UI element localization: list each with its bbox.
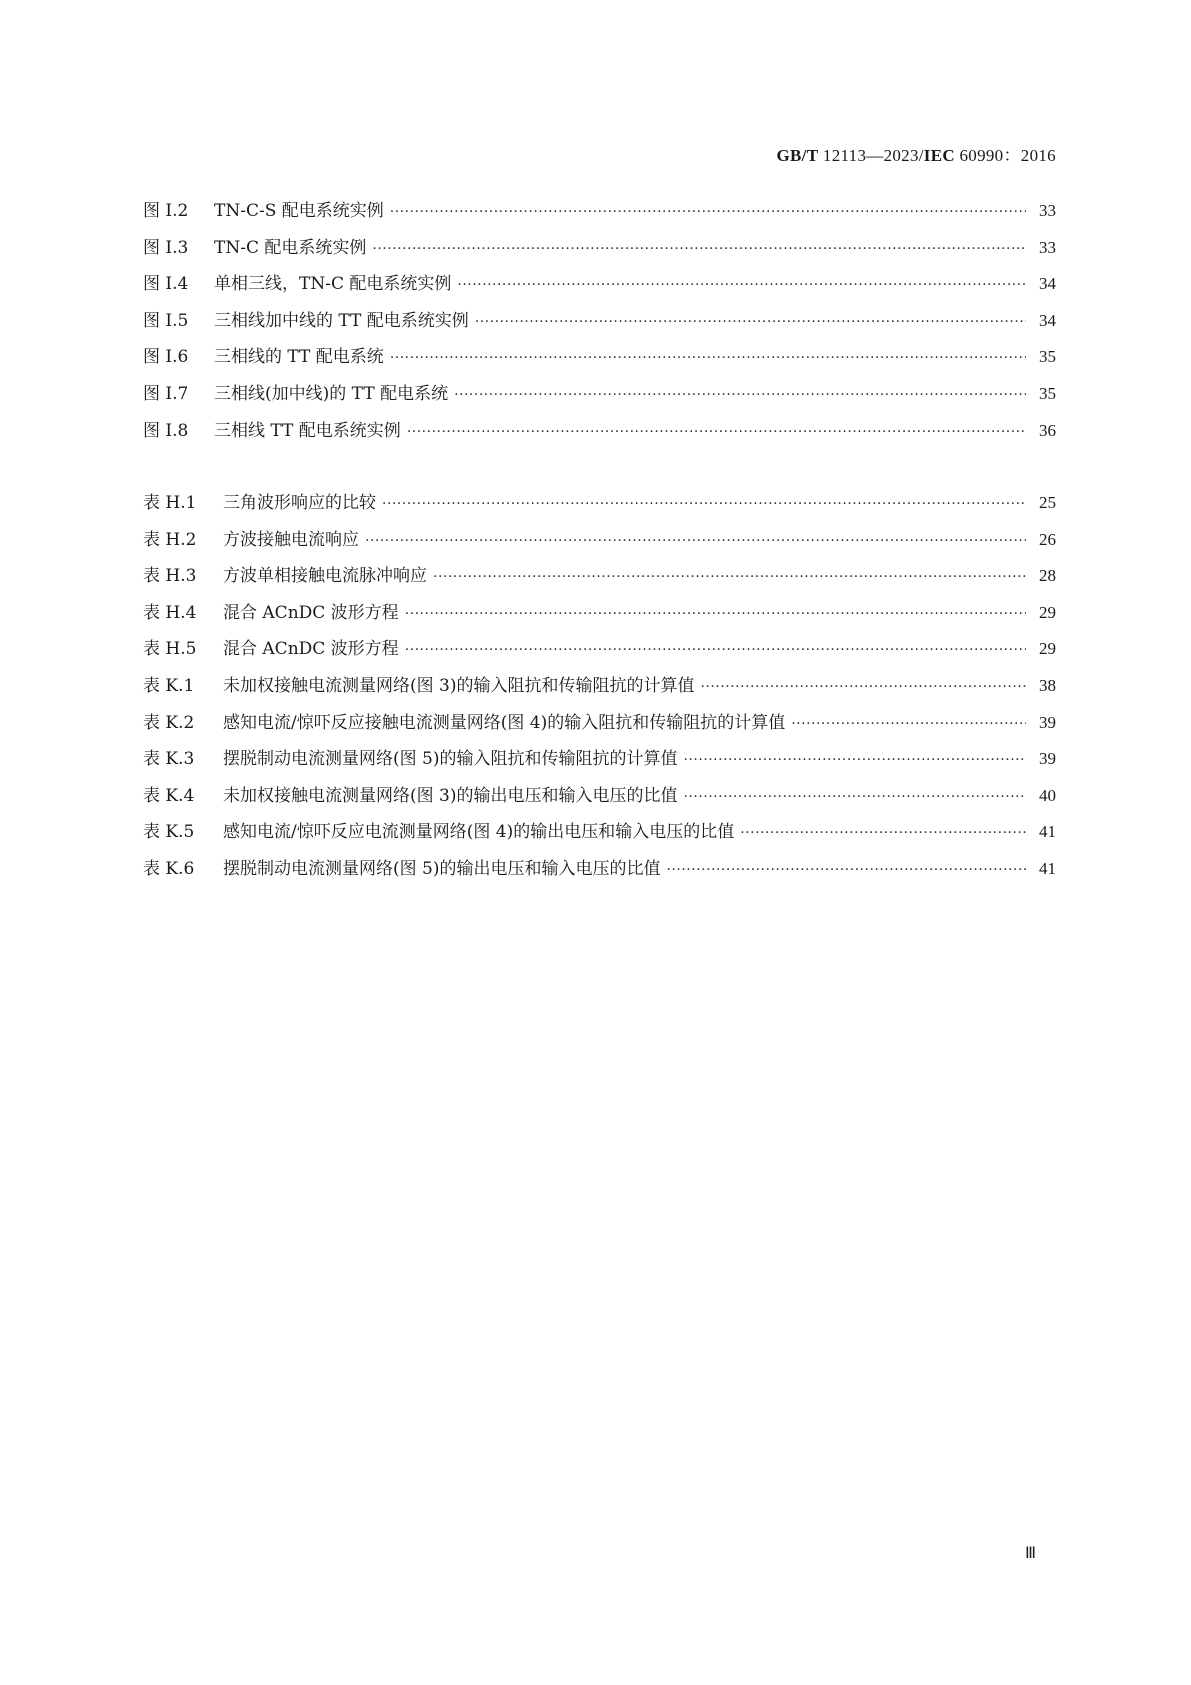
entry-title: 摆脱制动电流测量网络(图 5)的输出电压和输入电压的比值 xyxy=(223,858,661,879)
leader-dots xyxy=(683,752,1026,768)
entry-label: 表 K.1 xyxy=(143,675,195,696)
entry-label: 表 H.2 xyxy=(143,529,197,550)
toc-entry[interactable] xyxy=(143,416,1056,453)
entry-title: 三相线的 TT 配电系统 xyxy=(214,347,384,368)
toc-entry[interactable] xyxy=(143,598,1056,635)
entry-page: 38 xyxy=(1039,675,1056,695)
leader-dots xyxy=(475,314,1026,330)
entry-label: 表 K.6 xyxy=(143,858,195,879)
toc-entry[interactable] xyxy=(143,781,1056,818)
entry-label: 表 K.3 xyxy=(143,749,195,770)
leader-dots xyxy=(407,424,1026,440)
entry-page: 26 xyxy=(1039,529,1056,549)
leader-dots xyxy=(700,679,1026,695)
entry-label: 图 I.7 xyxy=(143,383,189,404)
entry-title: 混合 ACnDC 波形方程 xyxy=(223,639,399,660)
header-std: IEC xyxy=(923,146,955,165)
leader-dots xyxy=(457,277,1026,293)
toc-entry[interactable] xyxy=(143,525,1056,562)
entry-label: 图 I.2 xyxy=(143,201,189,221)
entry-page: 33 xyxy=(1039,201,1056,220)
toc-entry[interactable] xyxy=(143,233,1056,270)
toc-entry[interactable] xyxy=(143,854,1056,891)
entry-title: 三相线(加中线)的 TT 配电系统 xyxy=(214,383,449,404)
leader-dots xyxy=(433,569,1026,585)
header-prefix: GB/T xyxy=(776,146,819,165)
header-code: 12113—2023/ xyxy=(818,146,924,165)
leader-dots xyxy=(382,496,1026,512)
toc-entry[interactable] xyxy=(143,708,1056,745)
entry-page: 29 xyxy=(1039,639,1056,659)
entry-page: 39 xyxy=(1039,749,1056,769)
toc-entry[interactable] xyxy=(143,744,1056,781)
entry-title: 摆脱制动电流测量网络(图 5)的输入阻抗和传输阻抗的计算值 xyxy=(223,749,678,770)
entry-page: 41 xyxy=(1039,858,1056,878)
entry-page: 29 xyxy=(1039,602,1056,622)
entry-title: TN-C-S 配电系统实例 xyxy=(214,201,384,221)
entry-label: 表 K.2 xyxy=(143,712,195,733)
entry-page: 28 xyxy=(1039,566,1056,586)
entry-label: 图 I.8 xyxy=(143,420,189,441)
entry-title: 单相三线，TN-C 配电系统实例 xyxy=(214,274,452,295)
header-std-code: 60990：2016 xyxy=(954,146,1056,165)
entry-title: 三角波形响应的比较 xyxy=(223,493,376,513)
entry-title: 方波单相接触电流脉冲响应 xyxy=(223,566,427,587)
standard-header xyxy=(777,141,1056,166)
entry-label: 图 I.3 xyxy=(143,237,189,258)
entry-label: 表 H.4 xyxy=(143,602,197,623)
leader-dots xyxy=(372,241,1026,257)
entry-page: 41 xyxy=(1039,822,1056,842)
toc-entry[interactable] xyxy=(143,817,1056,854)
entry-title: TN-C 配电系统实例 xyxy=(214,237,367,258)
toc-entry[interactable] xyxy=(143,634,1056,671)
entry-title: 混合 ACnDC 波形方程 xyxy=(223,602,399,623)
entry-page: 34 xyxy=(1039,310,1056,330)
toc-entry[interactable] xyxy=(143,342,1056,379)
entry-page: 35 xyxy=(1039,347,1056,367)
entry-label: 表 K.4 xyxy=(143,785,195,806)
leader-dots xyxy=(740,825,1026,841)
entry-title: 方波接触电流响应 xyxy=(223,529,359,550)
leader-dots xyxy=(390,350,1026,366)
entry-title: 感知电流/惊吓反应电流测量网络(图 4)的输出电压和输入电压的比值 xyxy=(223,822,735,843)
entry-page: 40 xyxy=(1039,785,1056,805)
entry-page: 25 xyxy=(1039,493,1056,512)
toc-entry[interactable] xyxy=(143,379,1056,416)
toc-entry[interactable] xyxy=(143,561,1056,598)
page-number: Ⅲ xyxy=(1025,1545,1037,1562)
entry-page: 39 xyxy=(1039,712,1056,732)
leader-dots xyxy=(666,862,1026,878)
entry-page: 35 xyxy=(1039,383,1056,403)
leader-dots xyxy=(365,533,1026,549)
table-list xyxy=(143,488,1056,891)
entry-label: 表 H.3 xyxy=(143,566,197,587)
entry-label: 图 I.5 xyxy=(143,310,189,331)
entry-label: 图 I.4 xyxy=(143,274,189,295)
entry-page: 36 xyxy=(1039,420,1056,440)
toc-entry[interactable] xyxy=(143,196,1056,233)
leader-dots xyxy=(683,789,1026,805)
leader-dots xyxy=(405,642,1026,658)
leader-dots xyxy=(791,716,1026,732)
entry-page: 33 xyxy=(1039,237,1056,257)
toc-entry[interactable] xyxy=(143,269,1056,306)
toc-entry[interactable] xyxy=(143,306,1056,343)
toc-entry[interactable] xyxy=(143,671,1056,708)
entry-title: 未加权接触电流测量网络(图 3)的输入阻抗和传输阻抗的计算值 xyxy=(223,675,695,696)
entry-title: 三相线加中线的 TT 配电系统实例 xyxy=(214,310,469,331)
entry-title: 未加权接触电流测量网络(图 3)的输出电压和输入电压的比值 xyxy=(223,785,678,806)
toc-entry[interactable] xyxy=(143,488,1056,525)
entry-label: 表 K.5 xyxy=(143,822,195,843)
figure-list xyxy=(143,196,1056,452)
leader-dots xyxy=(454,387,1026,403)
entry-label: 图 I.6 xyxy=(143,347,189,368)
leader-dots xyxy=(405,606,1026,622)
entry-label: 表 H.5 xyxy=(143,639,197,660)
entry-title: 三相线 TT 配电系统实例 xyxy=(214,420,401,441)
entry-label: 表 H.1 xyxy=(143,493,197,513)
leader-dots xyxy=(390,204,1026,220)
entry-page: 34 xyxy=(1039,274,1056,294)
entry-title: 感知电流/惊吓反应接触电流测量网络(图 4)的输入阻抗和传输阻抗的计算值 xyxy=(223,712,786,733)
